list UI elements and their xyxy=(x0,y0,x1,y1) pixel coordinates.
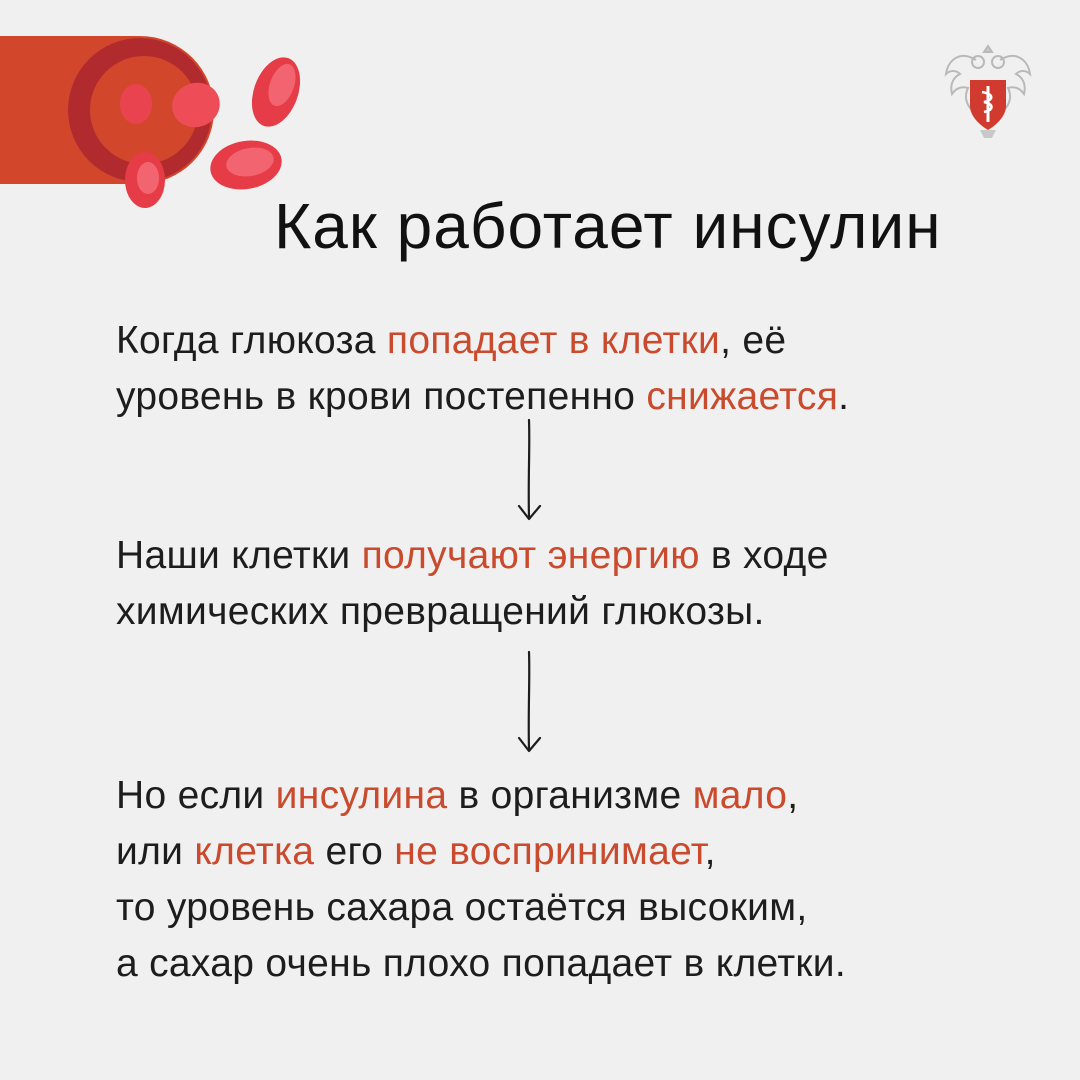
blood-vessel-icon xyxy=(0,0,320,230)
page-title: Как работает инсулин xyxy=(274,190,942,262)
blood-cell-icon xyxy=(120,84,152,124)
highlight-text: не воспринимает xyxy=(394,830,705,873)
ministry-of-health-emblem-icon xyxy=(940,40,1036,142)
paragraph-line: а сахар очень плохо попадает в клетки. xyxy=(116,942,846,985)
paragraph-line: Но если инсулина в организме мало, xyxy=(116,774,799,817)
blood-cell-icon xyxy=(137,162,159,194)
paragraph-line: уровень в крови постепенно снижается. xyxy=(116,375,850,418)
paragraph-glucose-enters-cells xyxy=(116,313,849,425)
arrow-down-icon xyxy=(516,418,544,524)
arrow-down-icon xyxy=(516,650,544,756)
paragraph-line: Наши клетки получают энергию в ходе xyxy=(116,534,829,577)
paragraph-line: то уровень сахара остаётся высоким, xyxy=(116,886,808,929)
highlight-text: клетка xyxy=(194,830,315,873)
paragraph-cells-get-energy xyxy=(116,528,829,640)
highlight-text: снижается xyxy=(646,375,839,418)
paragraph-line: или клетка его не воспринимает, xyxy=(116,830,716,873)
highlight-text: мало xyxy=(692,774,788,817)
highlight-text: получают энергию xyxy=(361,534,700,577)
highlight-text: попадает в клетки xyxy=(386,319,721,362)
paragraph-insulin-deficiency xyxy=(116,768,846,992)
paragraph-line: Когда глюкоза попадает в клетки, её xyxy=(116,319,787,362)
highlight-text: инсулина xyxy=(275,774,448,817)
paragraph-line: химических превращений глюкозы. xyxy=(116,590,765,633)
